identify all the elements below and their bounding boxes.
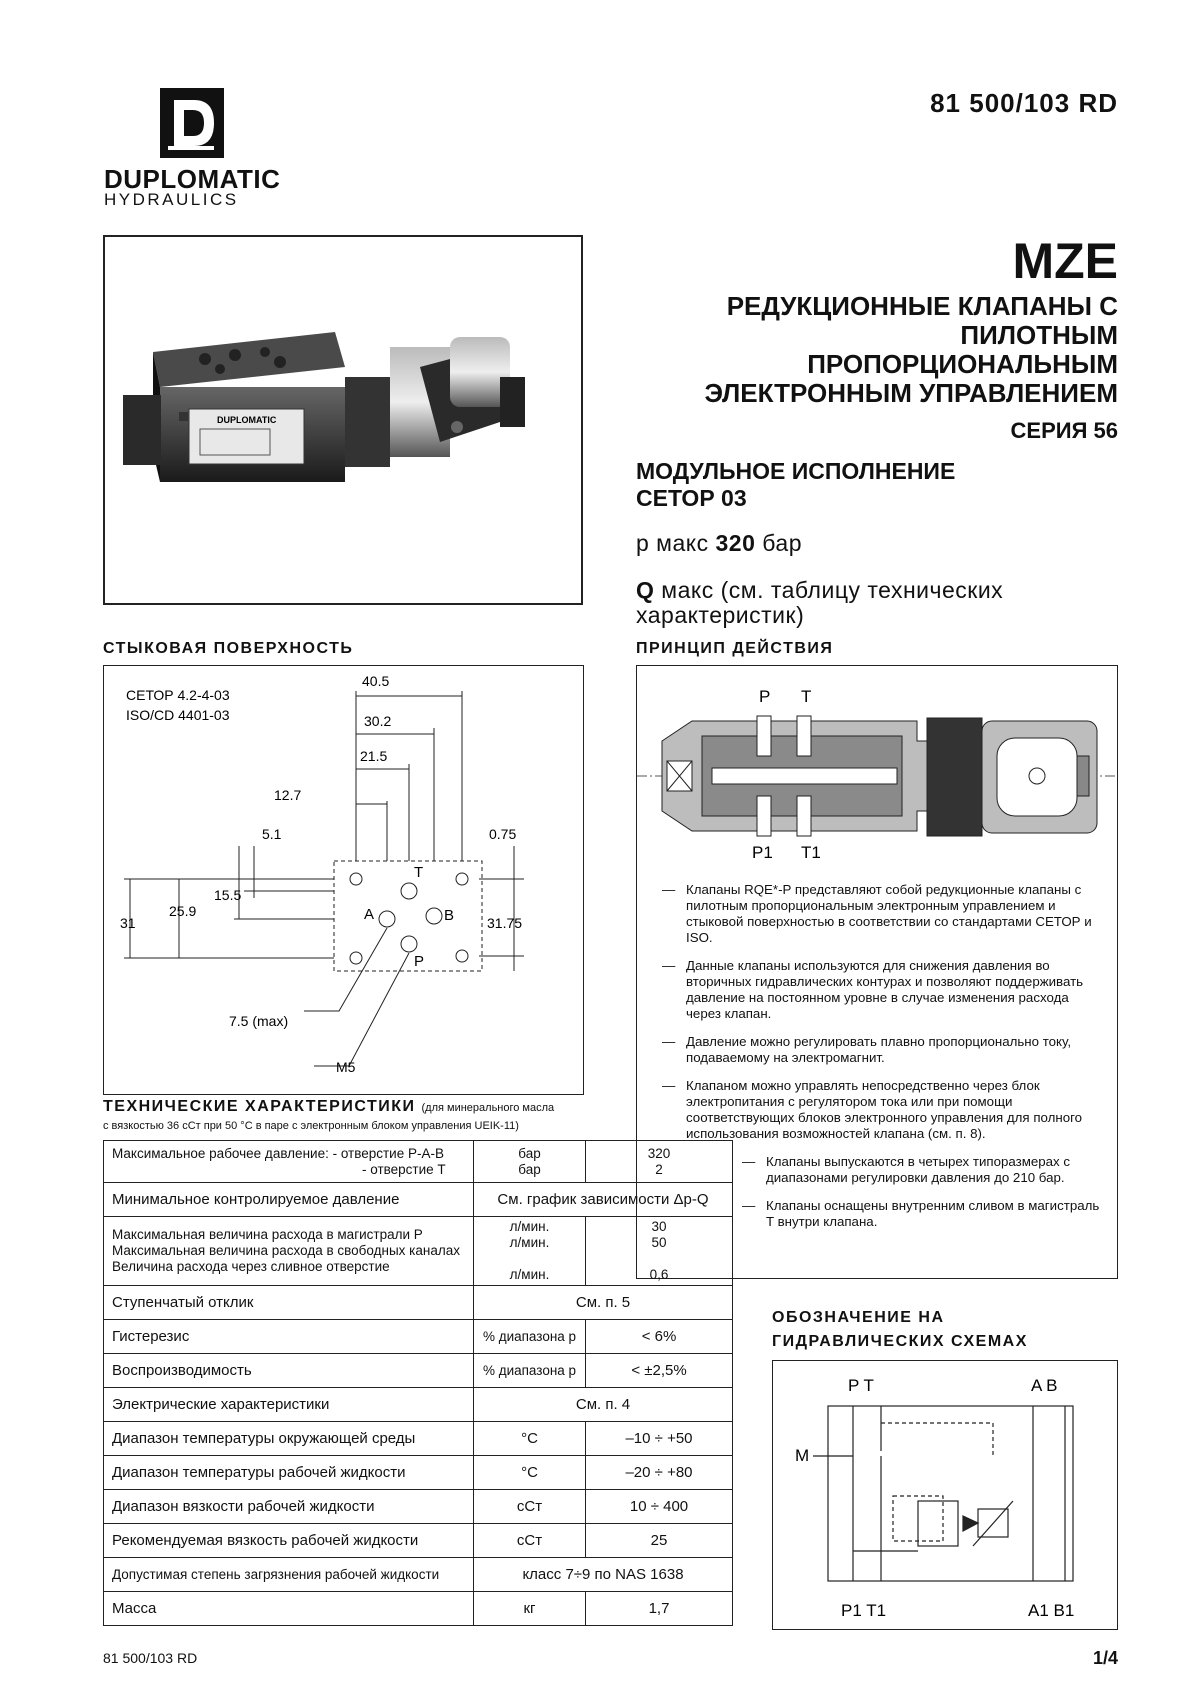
table-row [104, 1286, 733, 1320]
row-param: Минимальное контролируемое давление [104, 1183, 474, 1217]
table-row [104, 1456, 733, 1490]
row-unit: % диапазона р [474, 1320, 586, 1354]
row-unit: сСт [474, 1524, 586, 1558]
row-param: Величина расхода через сливное отверстие [112, 1259, 390, 1274]
row-unit: кг [474, 1592, 586, 1626]
model-name: MZE [1012, 233, 1118, 289]
bullet-item: — Давление можно регулировать плавно пропорционально току, подаваемому на электромагнит. [662, 1034, 1072, 1065]
bullet-item: — Клапаном можно управлять непосредственно через блок электропитания с регулятором тока или при помощи соответствующих блоков электронного управления для полного использования возможностей клапана (см. п. 8). [662, 1078, 1083, 1141]
symbol-bottom-right: A1 B1 [1028, 1601, 1075, 1620]
row-value: 30 [651, 1219, 667, 1234]
tech-heading-text: ТЕХНИЧЕСКИЕ ХАРАКТЕРИСТИКИ [103, 1098, 416, 1115]
table-row [104, 1320, 733, 1354]
row-value: 2 [655, 1161, 663, 1177]
dim-40-5: 40.5 [362, 673, 390, 689]
label-t: T [801, 687, 812, 706]
table-row [104, 1183, 733, 1217]
table-row [104, 1490, 733, 1524]
label-p1: P1 [752, 843, 773, 862]
row-value: < ±2,5% [586, 1354, 733, 1388]
subtitle-line: МОДУЛЬНОЕ ИСПОЛНЕНИЕ [636, 458, 956, 484]
mounting-diagram [103, 665, 584, 1095]
pmax-value: 320 [715, 530, 756, 556]
pmax-unit: бар [762, 530, 802, 556]
row-value: 0,6 [649, 1267, 669, 1282]
bullet-item: — Клапаны оснащены внутренним сливом в магистраль T внутри клапана. [742, 1198, 1100, 1229]
symbol-heading [772, 1306, 1028, 1354]
qmax-text: макс (см. таблицу технических [661, 577, 1004, 603]
row-value: См. п. 4 [474, 1388, 733, 1422]
label-p: P [759, 687, 771, 706]
valve-section-diagram [637, 666, 1115, 866]
row-value: 25 [586, 1524, 733, 1558]
footer-doc-number: 81 500/103 RD [103, 1650, 198, 1666]
row-param: Гистерезис [104, 1320, 474, 1354]
row-value: 320 [647, 1145, 671, 1161]
symbol-heading-line: ОБОЗНАЧЕНИЕ НА [772, 1309, 945, 1326]
bullet-item: — Клапаны RQE*-P представляют собой редукционные клапаны с пилотным пропорциональным электронным управлением и стыковой поверхностью в соответствии со стандартами СЕТОР и ISO. [662, 882, 1092, 945]
dim-5-1: 5.1 [262, 826, 282, 842]
dim-21-5: 21.5 [360, 748, 388, 764]
table-row [104, 1524, 733, 1558]
row-value: 1,7 [586, 1592, 733, 1626]
row-unit: °C [474, 1456, 586, 1490]
subtitle-line: СЕТОР 03 [636, 485, 747, 511]
brand-name: DUPLOMATIC [104, 164, 281, 194]
row-unit: % диапазона р [474, 1354, 586, 1388]
qmax-prefix: Q [636, 577, 655, 603]
row-param: Максимальная величина расхода в магистрали P [112, 1227, 423, 1242]
row-param: Максимальная величина расхода в свободных каналах [112, 1243, 460, 1258]
table-row [104, 1141, 733, 1183]
product-subtitle [636, 458, 955, 512]
dim-30-2: 30.2 [364, 713, 392, 729]
photo-label: DUPLOMATIC [217, 415, 277, 425]
row-param: Допустимая степень загрязнения рабочей жидкости [104, 1558, 474, 1592]
bullet-item: — Данные клапаны используются для снижения давления во вторичных гидравлических контурах и позволяют поддерживать давление на постоянном уровне в случае изменения расхода через клапан. [662, 958, 1084, 1021]
port-b: B [444, 907, 455, 924]
row-value: –10 ÷ +50 [586, 1422, 733, 1456]
symbol-top-right: A B [1031, 1376, 1058, 1395]
brand-subname: HYDRAULICS [104, 190, 239, 209]
title-line: ПИЛОТНЫМ [960, 320, 1118, 350]
table-row [104, 1388, 733, 1422]
principle-heading: ПРИНЦИП ДЕЙСТВИЯ [636, 640, 834, 657]
series-label: СЕРИЯ 56 [1010, 418, 1118, 443]
pmax-prefix: р макс [636, 530, 709, 556]
row-param: Ступенчатый отклик [104, 1286, 474, 1320]
row-param: Воспроизводимость [104, 1354, 474, 1388]
row-unit: л/мин. [509, 1267, 550, 1282]
tech-heading [103, 1098, 554, 1116]
document-number: 81 500/103 RD [930, 88, 1118, 118]
row-param: Диапазон температуры рабочей жидкости [104, 1456, 474, 1490]
tech-note-1: (для минерального масла [421, 1102, 555, 1114]
port-a: A [364, 906, 375, 923]
row-unit: бар [518, 1161, 541, 1177]
mounting-heading: СТЫКОВАЯ ПОВЕРХНОСТЬ [103, 640, 354, 657]
dim-31: 31 [120, 915, 136, 931]
table-row [104, 1354, 733, 1388]
row-param: Диапазон температуры окружающей среды [104, 1422, 474, 1456]
row-value: < 6% [586, 1320, 733, 1354]
table-row [104, 1592, 733, 1626]
port-t: T [414, 864, 424, 881]
title-line: РЕДУКЦИОННЫЕ КЛАПАНЫ С [726, 291, 1118, 321]
row-param: Масса [104, 1592, 474, 1626]
row-value: См. п. 5 [474, 1286, 733, 1320]
row-value: 10 ÷ 400 [586, 1490, 733, 1524]
row-param: Электрические характеристики [104, 1388, 474, 1422]
product-title [705, 292, 1118, 408]
row-param: - отверстие T [362, 1161, 446, 1177]
label-t1: T1 [801, 843, 821, 862]
title-line: ПРОПОРЦИОНАЛЬНЫМ [807, 349, 1118, 379]
row-value: –20 ÷ +80 [586, 1456, 733, 1490]
qmax-text2: характеристик) [636, 602, 805, 628]
symbol-top-left: P T [848, 1376, 874, 1395]
dim-25-9: 25.9 [169, 903, 197, 919]
port-p: P [414, 953, 425, 970]
dim-7-5-max: 7.5 (max) [229, 1013, 289, 1029]
product-photo [103, 235, 583, 605]
row-unit: л/мин. [509, 1235, 550, 1250]
row-value: класс 7÷9 по NAS 1638 [474, 1558, 733, 1592]
table-row [104, 1422, 733, 1456]
std-label-2: ISO/CD 4401-03 [126, 707, 230, 723]
row-unit: бар [518, 1145, 541, 1161]
page-number: 1/4 [1092, 1648, 1118, 1668]
tech-table [103, 1140, 733, 1626]
symbol-m: M [795, 1446, 810, 1465]
dim-0-75: 0.75 [489, 826, 517, 842]
row-param: Рекомендуемая вязкость рабочей жидкости [104, 1524, 474, 1558]
row-param: Максимальное рабочее давление: - отверстие P-A-B [112, 1145, 444, 1161]
dim-31-75: 31.75 [487, 915, 523, 931]
hydraulic-symbol [772, 1360, 1118, 1630]
tech-note-2: с вязкостью 36 сСт при 50 °С в паре с электронным блоком управления UEIK-11) [103, 1120, 519, 1132]
row-value: 50 [651, 1235, 667, 1250]
row-unit: °C [474, 1422, 586, 1456]
row-param: Диапазон вязкости рабочей жидкости [104, 1490, 474, 1524]
row-value: См. график зависимости Δр-Q [474, 1183, 733, 1217]
symbol-heading-line: ГИДРАВЛИЧЕСКИХ СХЕМАХ [772, 1333, 1028, 1350]
row-unit: л/мин. [509, 1219, 550, 1234]
table-row [104, 1217, 733, 1286]
title-line: ЭЛЕКТРОННЫМ УПРАВЛЕНИЕМ [704, 378, 1118, 408]
flow-max [636, 578, 1003, 628]
row-unit: сСт [474, 1490, 586, 1524]
bullet-item: — Клапаны выпускаются в четырех типоразмерах с диапазонами регулировки давления до 210 бар. [742, 1154, 1071, 1185]
dim-m5: M5 [336, 1059, 356, 1075]
duplomatic-logo-icon [160, 88, 224, 158]
std-label-1: СЕТОР 4.2-4-03 [126, 687, 230, 703]
symbol-bottom-left: P1 T1 [841, 1601, 887, 1620]
pressure-max [636, 530, 802, 557]
dim-15-5: 15.5 [214, 887, 242, 903]
table-row [104, 1558, 733, 1592]
dim-12-7: 12.7 [274, 787, 302, 803]
